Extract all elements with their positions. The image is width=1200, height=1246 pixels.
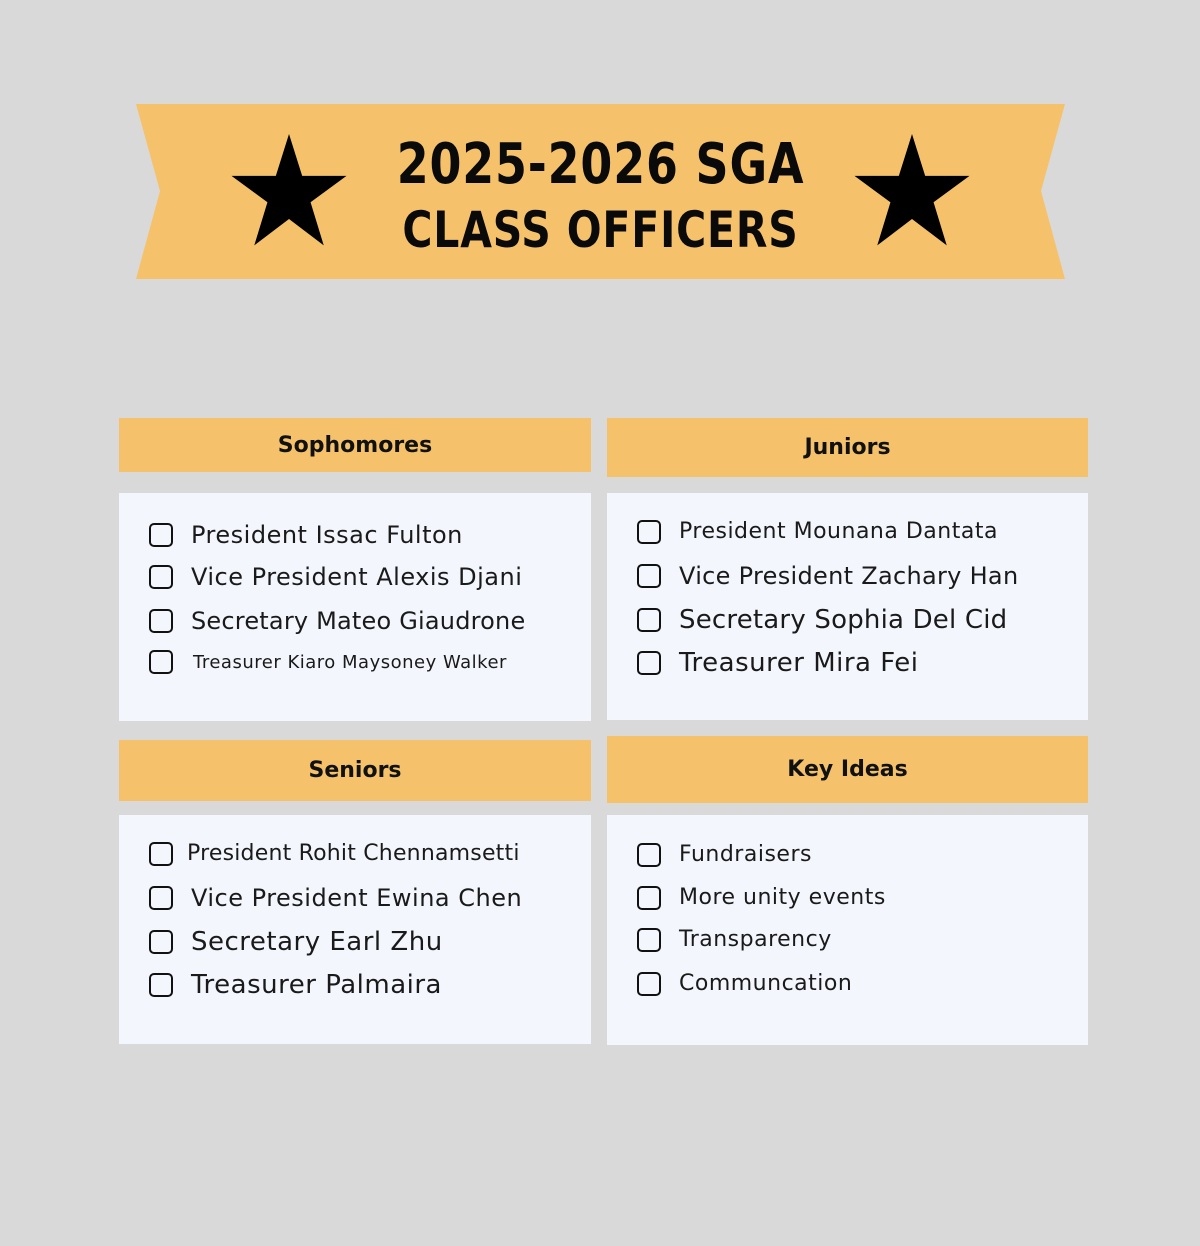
checkbox[interactable] bbox=[149, 930, 173, 954]
checkbox[interactable] bbox=[149, 842, 173, 866]
list-item bbox=[637, 562, 1018, 590]
checkbox[interactable] bbox=[149, 565, 173, 589]
sophomores-title: Sophomores bbox=[277, 432, 433, 458]
list-item-label: Communcation bbox=[679, 971, 853, 996]
list-item-label: Secretary Mateo Giaudrone bbox=[191, 607, 526, 635]
list-item-label: Transparency bbox=[679, 927, 832, 952]
juniors-header bbox=[607, 418, 1088, 477]
checkbox[interactable] bbox=[149, 973, 173, 997]
list-item-label: Vice President Alexis Djani bbox=[191, 563, 523, 591]
checkbox[interactable] bbox=[637, 564, 661, 588]
key-ideas-title: Key Ideas bbox=[787, 757, 908, 782]
checkbox[interactable] bbox=[149, 886, 173, 910]
key-ideas-panel bbox=[607, 815, 1088, 1045]
checkbox[interactable] bbox=[149, 523, 173, 547]
banner-title-line1: 2025-2026 SGA bbox=[396, 132, 805, 197]
seniors-header bbox=[119, 740, 591, 801]
list-item bbox=[149, 607, 525, 635]
list-item-label: President Issac Fulton bbox=[191, 521, 463, 549]
juniors-title: Juniors bbox=[804, 435, 891, 460]
key-ideas-header bbox=[607, 736, 1088, 803]
checkbox[interactable] bbox=[149, 650, 173, 674]
list-item bbox=[149, 650, 507, 674]
seniors-title: Seniors bbox=[308, 758, 402, 783]
list-item-label: Treasurer Kiaro Maysoney Walker bbox=[193, 651, 507, 673]
list-item bbox=[149, 563, 522, 591]
sophomores-header bbox=[119, 418, 591, 472]
checkbox[interactable] bbox=[637, 928, 661, 952]
list-item-label: Secretary Earl Zhu bbox=[191, 927, 443, 957]
list-item-label: Secretary Sophia Del Cid bbox=[679, 605, 1008, 635]
list-item-label: Fundraisers bbox=[679, 842, 812, 867]
list-item-label: More unity events bbox=[679, 885, 886, 910]
list-item bbox=[637, 971, 852, 996]
list-item-label: President Mounana Dantata bbox=[679, 519, 998, 544]
checkbox[interactable] bbox=[637, 886, 661, 910]
banner-title-line2: CLASS OFFICERS bbox=[402, 201, 799, 259]
checkbox[interactable] bbox=[637, 651, 661, 675]
list-item bbox=[149, 970, 442, 1000]
list-item-label: Vice President Zachary Han bbox=[679, 562, 1019, 590]
list-item bbox=[149, 927, 443, 957]
list-item bbox=[637, 648, 919, 678]
checkbox[interactable] bbox=[637, 608, 661, 632]
title-banner bbox=[136, 104, 1065, 279]
checkbox[interactable] bbox=[637, 520, 661, 544]
list-item bbox=[637, 885, 886, 910]
list-item-label: Vice President Ewina Chen bbox=[191, 884, 523, 912]
juniors-panel bbox=[607, 493, 1088, 720]
list-item-label: Treasurer Mira Fei bbox=[679, 648, 919, 678]
list-item bbox=[637, 842, 812, 867]
list-item-label: President Rohit Chennamsetti bbox=[187, 841, 520, 866]
list-item bbox=[149, 841, 520, 866]
checkbox[interactable] bbox=[637, 843, 661, 867]
list-item bbox=[637, 519, 998, 544]
list-item bbox=[149, 884, 522, 912]
list-item bbox=[637, 605, 1007, 635]
sophomores-panel bbox=[119, 493, 591, 721]
list-item-label: Treasurer Palmaira bbox=[191, 970, 442, 1000]
checkbox[interactable] bbox=[149, 609, 173, 633]
seniors-panel bbox=[119, 815, 591, 1044]
list-item bbox=[637, 927, 832, 952]
list-item bbox=[149, 521, 463, 549]
checkbox[interactable] bbox=[637, 972, 661, 996]
